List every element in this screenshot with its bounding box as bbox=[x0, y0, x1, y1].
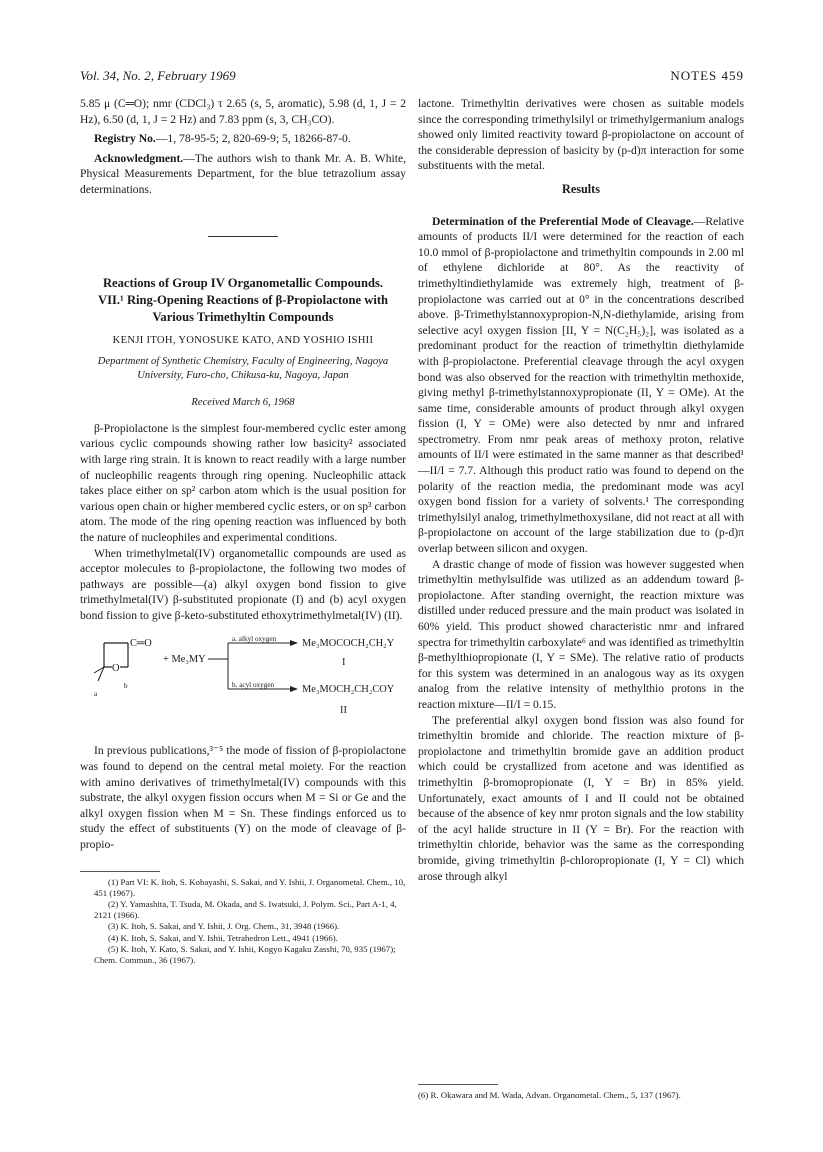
reaction-scheme bbox=[80, 629, 406, 729]
reagent-label: + Me₃MY bbox=[163, 654, 206, 666]
product-1-label: I bbox=[342, 657, 346, 669]
acknowledgment-label: Acknowledgment. bbox=[94, 151, 184, 165]
results-paragraph-1 bbox=[418, 214, 744, 557]
running-header bbox=[80, 68, 744, 90]
intro-paragraph-3: In previous publications,³⁻⁵ the mode of fission of β-propiolactone was found to depend on the central metal moiety. For the reaction with amino derivatives of trimethylmetal(IV) compounds with this substrate, the alkyl oxygen fission occurs when M = Si or Ge and the alkyl oxygen fission when M = Sn. These findings enforced us to study the effect of substituents (Y) on the mode of cleavage of β-propio- bbox=[80, 744, 406, 852]
footnote-separator-right bbox=[418, 1084, 498, 1085]
footnote-1: (1) Part VI: K. Itoh, S. Kobayashi, S. Sakai, and Y. Ishii, J. Organometal. Chem., 10, 451 (1967). bbox=[94, 876, 406, 898]
bond-a-label: a bbox=[94, 690, 98, 699]
bond-b-label: b bbox=[124, 682, 128, 691]
acknowledgment-paragraph bbox=[80, 151, 406, 198]
product-1-formula: Me₃MOCOCH₂CH₂Y bbox=[302, 638, 395, 650]
carbonyl-label: C═O bbox=[130, 638, 152, 650]
product-2-formula: Me₃MOCH₂CH₂COY bbox=[302, 684, 395, 696]
path-a-label: a. alkyl oxygen bbox=[232, 635, 277, 644]
ring-oxygen-label: O bbox=[112, 663, 120, 675]
intro-paragraph-2: When trimethylmetal(IV) organometallic compounds are used as acceptor molecules to β-propiolactone, the following two modes of pathways are possible—(a) alkyl oxygen bond fission to give trimethylmetal(IV) β-substituted propionate (I) and (b) acyl oxygen bond fission to give β-keto-substituted ethoxytrimethylmetal(IV) (II). bbox=[80, 546, 406, 622]
right-column bbox=[418, 96, 744, 884]
journal-volume-date: Vol. 34, No. 2, February 1969 bbox=[80, 68, 236, 83]
footnote-4: (4) K. Itoh, S. Sakai, and Y. Ishii, Tetrahedron Lett., 4941 (1966). bbox=[108, 932, 338, 943]
continued-paragraph: lactone. Trimethyltin derivatives were chosen as suitable models since the corresponding trimethylsilyl or trimethylgermanium analogs showed only limited reactivity toward β-propiolactone on account of the considerable depression of basicity by (p-d)π interaction for some substituents with the metal. bbox=[418, 97, 744, 173]
footnote-2: (2) Y. Yamashita, T. Tsuda, M. Okada, and S. Iwatsuki, J. Polym. Sci., Part A-1, 4, 2121 (1966). bbox=[94, 899, 397, 921]
section-page-number: NOTES 459 bbox=[670, 68, 744, 83]
intro-paragraph-1: β-Propiolactone is the simplest four-membered cyclic ester among various cyclic compounds showing rather low basicity² associated with large ring strain. It is known to react readily with a large number of nucleophilic reagents through ring opening. Nucleophilic attack takes place either on sp² carbon atom which is the usual position for various open chain or higher membered cyclic esters, or on sp³ carbon atom. The mode of the ring opening reaction was influenced by both the nature of nucleophiles and experimental conditions. bbox=[80, 421, 406, 544]
footnote-5: (5) K. Itoh, Y. Kato, S. Sakai, and Y. Ishii, Kogyo Kagaku Zasshi, 70, 935 (1967); Chem. Commun., 36 (1967). bbox=[94, 943, 396, 966]
article-separator bbox=[208, 236, 278, 237]
footnote-3: (3) K. Itoh, S. Sakai, and Y. Ishii, J. Org. Chem., 31, 3948 (1966). bbox=[108, 921, 340, 932]
article-authors: KENJI ITOH, YONOSUKE KATO, AND YOSHIO ISHII bbox=[112, 334, 374, 346]
footnote-6: (6) R. Okawara and M. Wada, Advan. Organometal. Chem., 5, 137 (1967). bbox=[418, 1090, 681, 1100]
registry-text: —1, 78-95-5; 2, 820-69-9; 5, 18266-87-0. bbox=[155, 132, 351, 146]
author-affiliation: Department of Synthetic Chemistry, Faculty of Engineering, Nagoya University, Furo-cho, Chikusa-ku, Nagoya, Japan bbox=[97, 356, 389, 382]
registry-label: Registry No. bbox=[94, 132, 156, 146]
product-2-label: II bbox=[340, 705, 347, 717]
results-paragraph-1-text: —Relative amounts of products II/I were determined for the reaction of each 10.0 mmol of β-propiolactone and trimethyltin compounds in 2.00 ml of ethylene dichloride at 80°. As the reactivity of trimethyltindiethylamide was extremely high, treatment of β-propiolactone was carried out at 0° in the concentrations described above. β-Trimethylstannoxypropion-N,N-diethylamide, arising from selective acyl oxygen fission [II, Y = N(C₂H₅)₂], was isolated as a predominant product for the reaction of trimethyltin diethylamide with β-propiolactone. Preferential cleavage through the acyl oxygen bond was also observed for the reaction with trimethyltin methoxide, giving methyl β-trimethylstannoxypropionate (II, Y = OMe). At the same time, considerable amounts of product through alkyl oxygen fission (I, Y = OMe) were also detected by nmr and infrared spectrometry. From nmr peak areas of methoxy proton, relative amounts of II/I were estimated in the same manner as that described¹—II/I = 7.7. Although this product ratio was found to depend on the polarity of the reaction media, the predominant mode was acyl oxygen bond fission for a variety of solvents.¹ The corresponding trimethylsilyl analog, trimethylmethoxysilane, did not react at all with β-propiolactone on account of the large stabilization due to (p-d)π overlap between silicon and oxygen. bbox=[418, 214, 744, 556]
path-b-label: b. acyl oxygen bbox=[232, 681, 275, 690]
registry-paragraph bbox=[80, 131, 406, 147]
left-column bbox=[80, 96, 406, 966]
received-date: Received March 6, 1968 bbox=[191, 397, 295, 409]
footnote-separator bbox=[80, 871, 160, 872]
article-title: Reactions of Group IV Organometallic Compounds. VII.¹ Ring-Opening Reactions of β-Propiolactone with Various Trimethyltin Compounds bbox=[97, 275, 389, 324]
results-paragraph-2: A drastic change of mode of fission was however suggested when trimethyltin methylsulfide was utilized as an addendum toward β-propiolactone. After standing overnight, the reaction mixture was distilled under reduced pressure and the main product was isolated in 60% yield. This product showed characteristic nmr and infrared spectra for trimethyltin carboxylate⁶ and was identified as trimethyltin β-methylthiopropionate (I, Y = SMe). The relative ratio of products for this system was determined in an analogous way as its oxygen analog from the relative intensity of methylthio protons in the reaction mixture—II/I = 0.15. bbox=[418, 557, 744, 711]
results-heading: Results bbox=[562, 181, 600, 196]
results-paragraph-3: The preferential alkyl oxygen bond fission was also found for trimethyltin bromide and chloride. The reaction mixture of β-propiolactone and trimethyltin bromide gave an addition product which could be crystallized from acetone and was identified as trimethyltin β-bromopropionate (I, Y = Br) in 85% yield. Unfortunately, exact amounts of I and II could not be obtained because of the absence of key nmr proton signals and the low stability of the acyl halide structure in II (Y = Br). For the reaction with trimethyltin chloride, behavior was the same as the corresponding bromide, giving trimethyltin β-chloropropionate (I, Y = Cl) which arose through alkyl bbox=[418, 713, 744, 883]
results-subheading: Determination of the Preferential Mode of Cleavage. bbox=[432, 214, 694, 228]
acknowledgment-text: —The authors wish to thank Mr. A. B. White, Physical Measurements Department, for the blue tetrazolium assay determinations. bbox=[80, 151, 406, 196]
previous-article-text: 5.85 μ (C═O); nmr (CDCl₃) τ 2.65 (s, 5, aromatic), 5.98 (d, 1, J = 2 Hz), 6.50 (d, 1, J = 2 Hz) and 7.83 ppm (s, 3, CH₃CO). bbox=[80, 97, 406, 126]
